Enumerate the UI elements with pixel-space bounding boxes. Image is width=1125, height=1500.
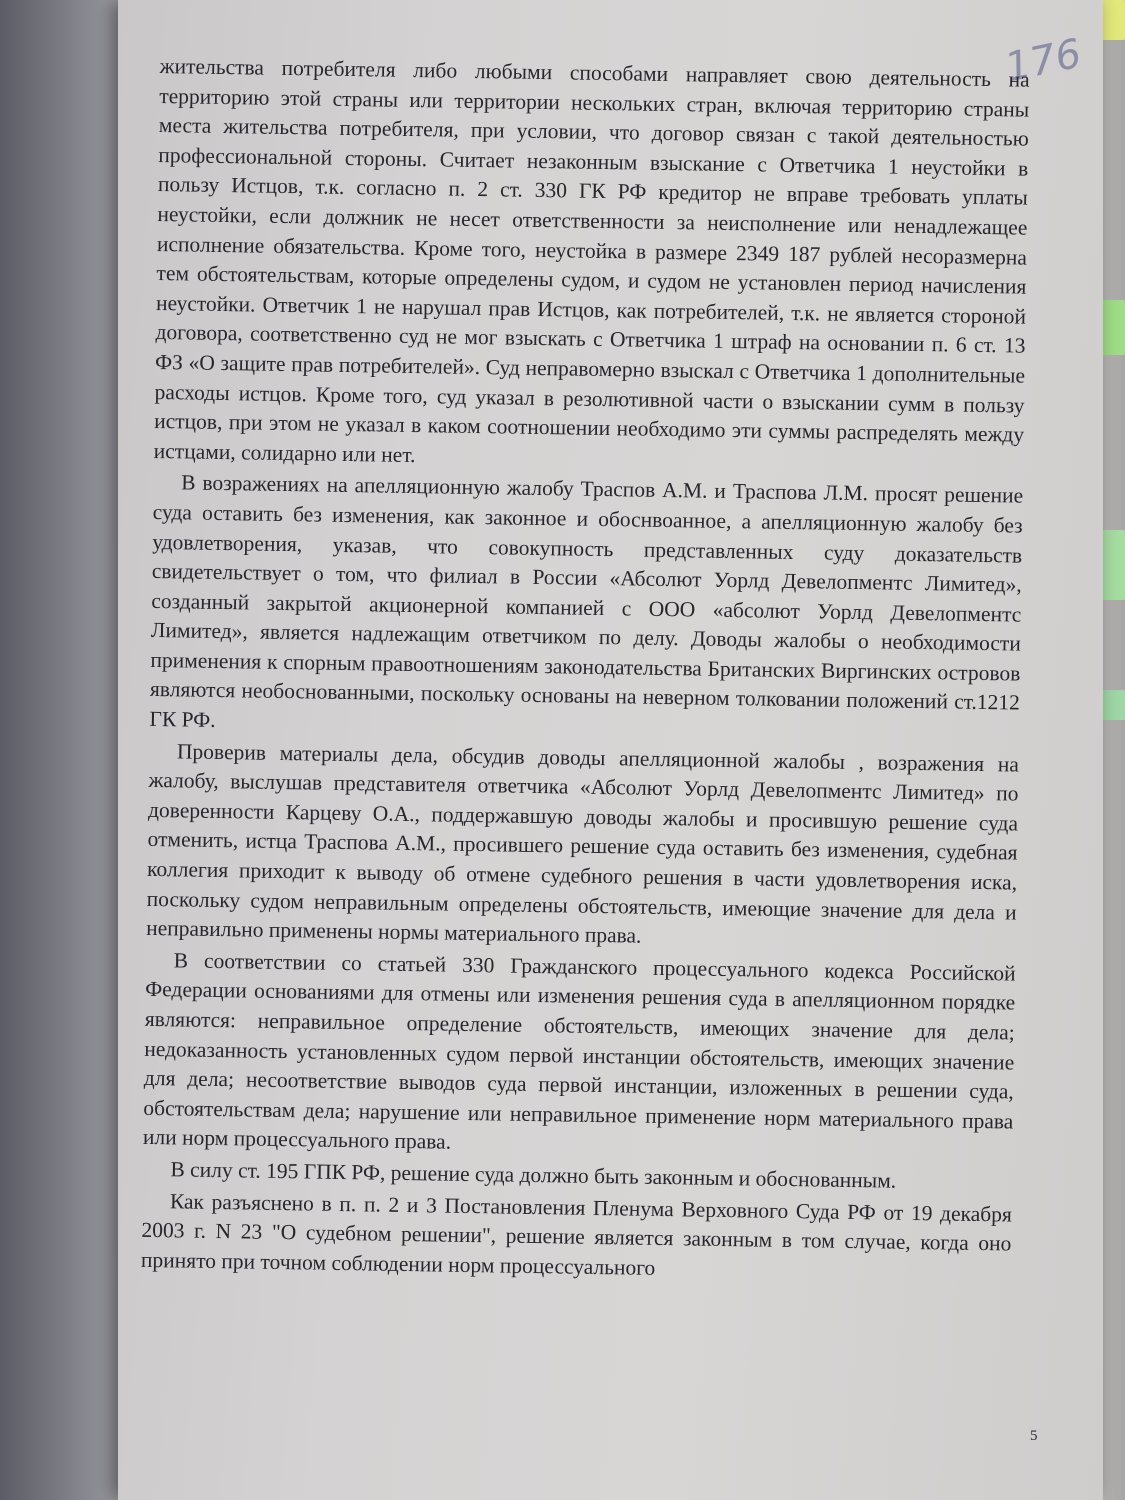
facing-page-edge — [0, 0, 130, 1500]
paragraph: В возражениях на апелляционную жалобу Траспов А.М. и Траспова Л.М. просят решение суда оставить без изменения, как законное и обоснвоанное, а апелляционную жалобу без удовлетворения, указав, что совокупность представленных суду доказательств свидетельствует о том, что филиал в России «Абсолют Уорлд Девелопментс Лимитед», созданный закрытой акционерной компанией с ООО «абсолют Уорлд Девелопментс Лимитед», является надлежащим ответчиком по делу. Доводы жалобы о необходимости применения к спорным правоотношениям законодательства Британских Виргинских островов являются необоснованными, поскольку основаны на неверном толковании положений ст.1212 ГК РФ. — [149, 470, 1024, 733]
paragraph: Как разъяснено в п. п. 2 и 3 Постановления Пленума Верховного Суда РФ от 19 декабря 2003 г. N 23 "О судебном решении", решение является законным в том случае, когда оно принято при точном соблюдении норм процессуального — [140, 1188, 1013, 1280]
handwritten-page-annotation: 176 — [1001, 30, 1086, 92]
page-number: 5 — [1030, 1428, 1038, 1444]
paragraph: В силу ст. 195 ГПК РФ, решение суда должно быть законным и обоснованным. — [170, 1157, 897, 1193]
paragraph: Проверив материалы дела, обсудив доводы апелляционной жалобы , возражения на жалобу, выслушав представителя ответчика «Абсолют Уорлд Девелопментс Лимитед» по доверенности Карцеву О.А., поддержавшую доводы жалобы и просившую решение суда отменить, истца Траспова А.М., просившего решение суда оставить без изменения, судебная коллегия приходит к выводу об отмене судебного решения в части удовлетворения иска, поскольку судом неправильным определены обстоятельств, имеющие значение для дела и неправильно применены нормы материального права. — [146, 739, 1020, 948]
paragraph: жительства потребителя либо любыми способами направляет свою деятельность на территорию этой страны или территории нескольких стран, включая территорию страны места жительства потребителя, при условии, что договор связан с такой деятельностью профессиональной стороны. Считает незаконным взыскание с Ответчика 1 неустойки в пользу Истцов, т.к. согласно п. 2 ст. 330 ГК РФ кредитор не вправе требовать уплаты неустойки, если должник не несет ответственности за неисполнение или ненадлежащее исполнение обязательства. Кроме того, неустойка в размере 2349 187 рублей несоразмерна тем обстоятельствам, которые определены судом, и судом не установлен период начисления неустойки. Ответчик 1 не нарушал прав Истцов, как потребителей, т.к. не является стороной договора, соответственно суд не мог взыскать с Ответчика 1 штраф на основании п. 6 ст. 13 ФЗ «О защите прав потребителей». Суд неправомерно взыскал с Ответчика 1 дополнительные расходы истцов. Кроме того, суд указал в резолютивной части о взыскании сумм в пользу истцов, при этом не указал в каком соотношении необходимо эти суммы распределять между истцами, солидарно или нет. — [153, 53, 1030, 467]
paragraph: В соответствии со статьей 330 Гражданского процессуального кодекса Российской Федерации основаниями для отмены или изменения решения суда в апелляционном порядке являются: неправильное определение обстоятельств, имеющих значение для дела; недоказанность установленных судом первой инстанции обстоятельств, имеющих значение для дела; несоответствие выводов суда первой инстанции, изложенных в решении суда, обстоятельствам дела; нарушение или неправильное применение норм материального права или норм процессуального права. — [142, 948, 1016, 1155]
document-body — [141, 52, 1030, 1289]
background-pages — [1100, 0, 1125, 1500]
